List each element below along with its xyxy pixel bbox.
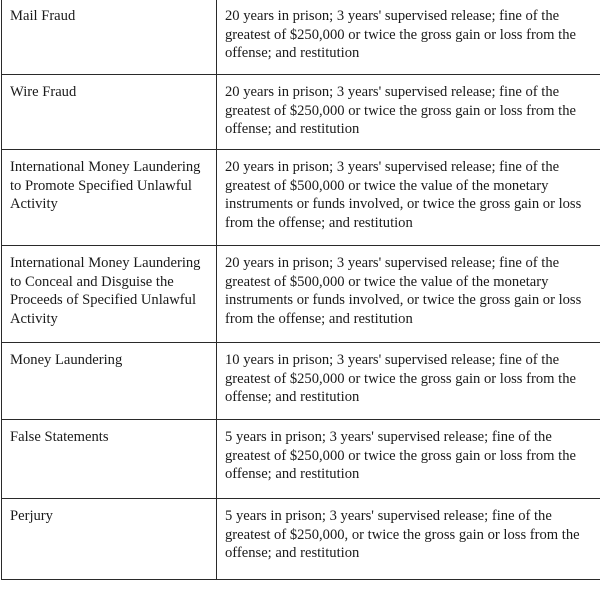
maximum-penalty: 20 years in prison; 3 years' supervised release; fine of the greatest of $250,000 or twice the gross gain or loss from the offense; and restitution — [217, 0, 600, 75]
table-row — [2, 246, 600, 343]
maximum-penalty: 10 years in prison; 3 years' supervised release; fine of the greatest of $250,000 or twice the gross gain or loss from the offense; and restitution — [217, 343, 600, 420]
maximum-penalty: 5 years in prison; 3 years' supervised release; fine of the greatest of $250,000, or twice the gross gain or loss from the offense; and restitution — [217, 499, 600, 580]
offense-name: Money Laundering — [2, 343, 217, 420]
table-row — [2, 343, 600, 420]
table-row — [2, 0, 600, 75]
maximum-penalty: 20 years in prison; 3 years' supervised release; fine of the greatest of $250,000 or twice the gross gain or loss from the offense; and restitution — [217, 75, 600, 150]
offense-name: Mail Fraud — [2, 0, 217, 75]
table-row — [2, 499, 600, 580]
maximum-penalty: 5 years in prison; 3 years' supervised release; fine of the greatest of $250,000 or twice the gross gain or loss from the offense; and restitution — [217, 420, 600, 499]
table-row — [2, 420, 600, 499]
table-row — [2, 150, 600, 246]
offense-name: International Money Laundering to Conceal and Disguise the Proceeds of Specified Unlawful Activity — [2, 246, 217, 343]
maximum-penalty: 20 years in prison; 3 years' supervised release; fine of the greatest of $500,000 or twice the value of the monetary instruments or funds involved, or twice the gross gain or loss from the offense; and restitution — [217, 150, 600, 246]
offense-name: Wire Fraud — [2, 75, 217, 150]
offense-name: Perjury — [2, 499, 217, 580]
offense-name: International Money Laundering to Promote Specified Unlawful Activity — [2, 150, 217, 246]
maximum-penalty: 20 years in prison; 3 years' supervised release; fine of the greatest of $500,000 or twice the value of the monetary instruments or funds involved, or twice the gross gain or loss from the offense; and restitution — [217, 246, 600, 343]
offense-name: False Statements — [2, 420, 217, 499]
penalties-table — [1, 0, 600, 580]
table-row — [2, 75, 600, 150]
